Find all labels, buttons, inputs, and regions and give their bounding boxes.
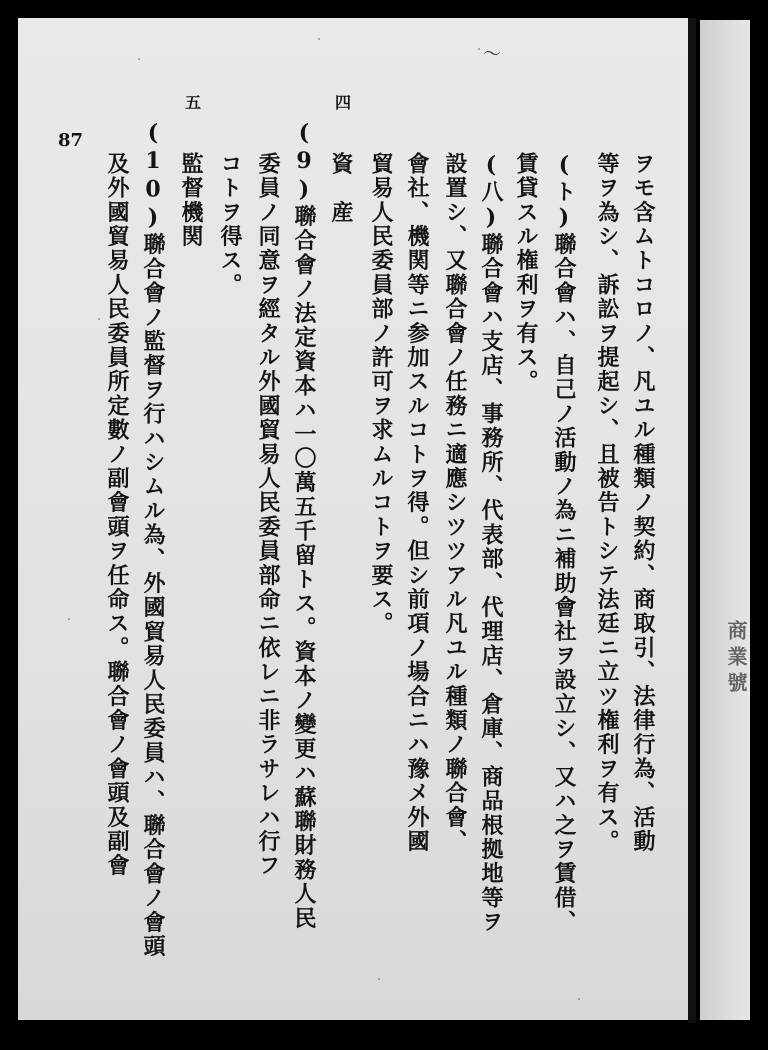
text-column-15: 及外國貿易人民委員所定數ノ副會頭ヲ任命ス。聯合會ノ會頭及副會 — [104, 152, 130, 878]
text-column-12: コトヲ得ス。 — [217, 152, 243, 298]
text-column-4: 賃貸スル権利ヲ有ス。 — [513, 152, 539, 394]
text-column-1: ヲモ含ムトコロノ、凡ユル種類ノ契約、商取引、法律行為、活動 — [630, 152, 656, 854]
text-column-8: 貿易人民委員部ノ許可ヲ求ムルコトヲ要ス。 — [368, 152, 394, 636]
section-title-supervision: 監督機関 — [178, 152, 204, 249]
binding-gutter — [688, 18, 696, 1023]
page-number: 87 — [58, 130, 84, 151]
smudge-mark: 〜 — [483, 44, 501, 65]
text-column-14: (10)聯合會ノ監督ヲ行ハシムル為、外國貿易人民委員ハ、聯合會ノ會頭 — [140, 120, 166, 959]
text-column-2: 等ヲ為シ、訴訟ヲ提起シ、且被告トシテ法廷ニ立ツ権利ヲ有ス。 — [594, 152, 620, 854]
text-column-5: (八)聯合會ハ支店、事務所、代表部、代理店、倉庫、商品根拠地等ヲ — [478, 152, 504, 935]
adjacent-page-edge — [700, 20, 750, 1020]
text-column-10: (9)聯合會ノ法定資本ハ一〇萬五千留トス。資本ノ變更ハ蘇聯財務人民 — [291, 120, 317, 931]
section-heading-4: 四 — [335, 93, 352, 112]
text-column-11: 委員ノ同意ヲ經タル外國貿易人民委員部命ニ依レニ非ラサレハ行フ — [255, 152, 281, 878]
section-title-assets: 資 産 — [328, 152, 354, 225]
text-column-3: (ト)聯合會ハ、自己ノ活動ノ為ニ補助會社ヲ設立シ、又ハ之ヲ賃借、 — [551, 152, 577, 935]
section-heading-5: 五 — [185, 93, 202, 112]
text-column-7: 會社、機関等ニ参加スルコトヲ得。但シ前項ノ場合ニハ豫メ外國 — [404, 152, 430, 854]
adjacent-page-text: 商業號 — [724, 620, 748, 698]
text-column-6: 設置シ、又聯合會ノ任務ニ適應シツツアル凡ユル種類ノ聯合會、 — [442, 152, 468, 854]
